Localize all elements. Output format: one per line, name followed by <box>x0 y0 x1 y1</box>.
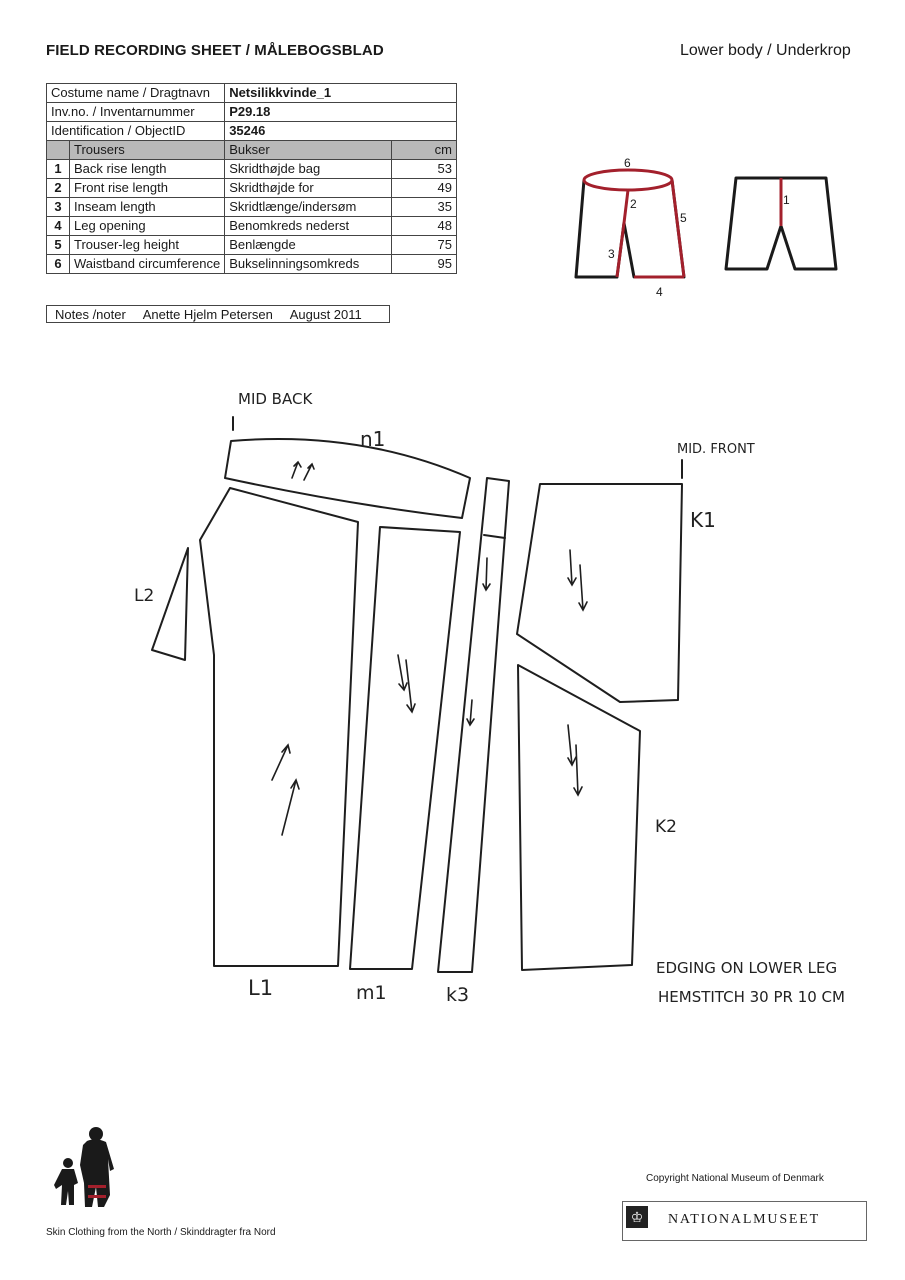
costume-label: Costume name / Dragtnavn <box>47 84 225 103</box>
table-row: 4 Leg opening Benomkreds nederst 48 <box>47 217 457 236</box>
diagram-label-4: 4 <box>656 285 663 299</box>
label-l2: L2 <box>134 586 155 606</box>
crown-icon: ♔ <box>626 1206 648 1228</box>
skin-clothing-logo <box>52 1125 132 1215</box>
label-l1: L1 <box>248 976 274 1000</box>
id-label: Identification / ObjectID <box>47 122 225 141</box>
diagram-label-3: 3 <box>608 247 615 261</box>
costume-value: Netsilikkvinde_1 <box>225 84 457 103</box>
notes-author: Anette Hjelm Petersen <box>142 307 273 322</box>
label-n1: n1 <box>360 427 386 451</box>
notes-date: August 2011 <box>289 307 362 322</box>
label-k3: k3 <box>446 984 470 1006</box>
table-row: 1 Back rise length Skridthøjde bag 53 <box>47 160 457 179</box>
museum-name: NATIONALMUSEET <box>668 1212 820 1227</box>
diagram-label-2: 2 <box>630 197 637 211</box>
inv-label: Inv.no. / Inventarnummer <box>47 103 225 122</box>
notes-box <box>46 305 390 323</box>
label-mid-front: MID. FRONT <box>677 442 755 457</box>
inv-value: P29.18 <box>225 103 457 122</box>
note-hemstitch: HEMSTITCH 30 PR 10 CM <box>658 988 845 1006</box>
piece-l2 <box>152 548 188 660</box>
header-da: Bukser <box>225 141 392 160</box>
table-row: 6 Waistband circumference Bukselinningsomkreds 95 <box>47 255 457 274</box>
note-edging: EDGING ON LOWER LEG <box>656 959 838 977</box>
diagram-label-6: 6 <box>624 156 631 170</box>
notes-label: Notes /noter <box>55 307 126 322</box>
piece-k3 <box>438 478 509 972</box>
piece-l1 <box>200 488 358 966</box>
table-row: 5 Trouser-leg height Benlængde 75 <box>47 236 457 255</box>
label-k1: K1 <box>690 508 716 532</box>
trouser-diagram <box>560 150 850 300</box>
piece-k2 <box>518 665 640 970</box>
pattern-sketch <box>0 370 905 1020</box>
costume-row <box>47 84 457 103</box>
diagram-label-5: 5 <box>680 211 687 225</box>
label-k2: K2 <box>655 817 677 837</box>
table-header-row <box>47 141 457 160</box>
diagram-label-1: 1 <box>783 193 790 207</box>
piece-n1 <box>225 439 470 518</box>
sheet-title: FIELD RECORDING SHEET / MÅLEBOGSBLAD <box>46 42 384 59</box>
section-title: Lower body / Underkrop <box>680 42 851 59</box>
header-unit: cm <box>392 141 457 160</box>
label-mid-back: MID BACK <box>238 390 313 408</box>
table-row: 2 Front rise length Skridthøjde for 49 <box>47 179 457 198</box>
piece-m1 <box>350 527 460 969</box>
table-row: 3 Inseam length Skridtlænge/indersøm 35 <box>47 198 457 217</box>
footer-project: Skin Clothing from the North / Skinddragter fra Nord <box>46 1227 276 1238</box>
id-row <box>47 122 457 141</box>
footer-copyright: Copyright National Museum of Denmark <box>646 1173 824 1184</box>
label-m1: m1 <box>356 982 387 1004</box>
measurement-table <box>46 83 457 274</box>
header-en: Trousers <box>70 141 225 160</box>
id-value: 35246 <box>225 122 457 141</box>
piece-k1 <box>517 484 682 702</box>
inv-row <box>47 103 457 122</box>
